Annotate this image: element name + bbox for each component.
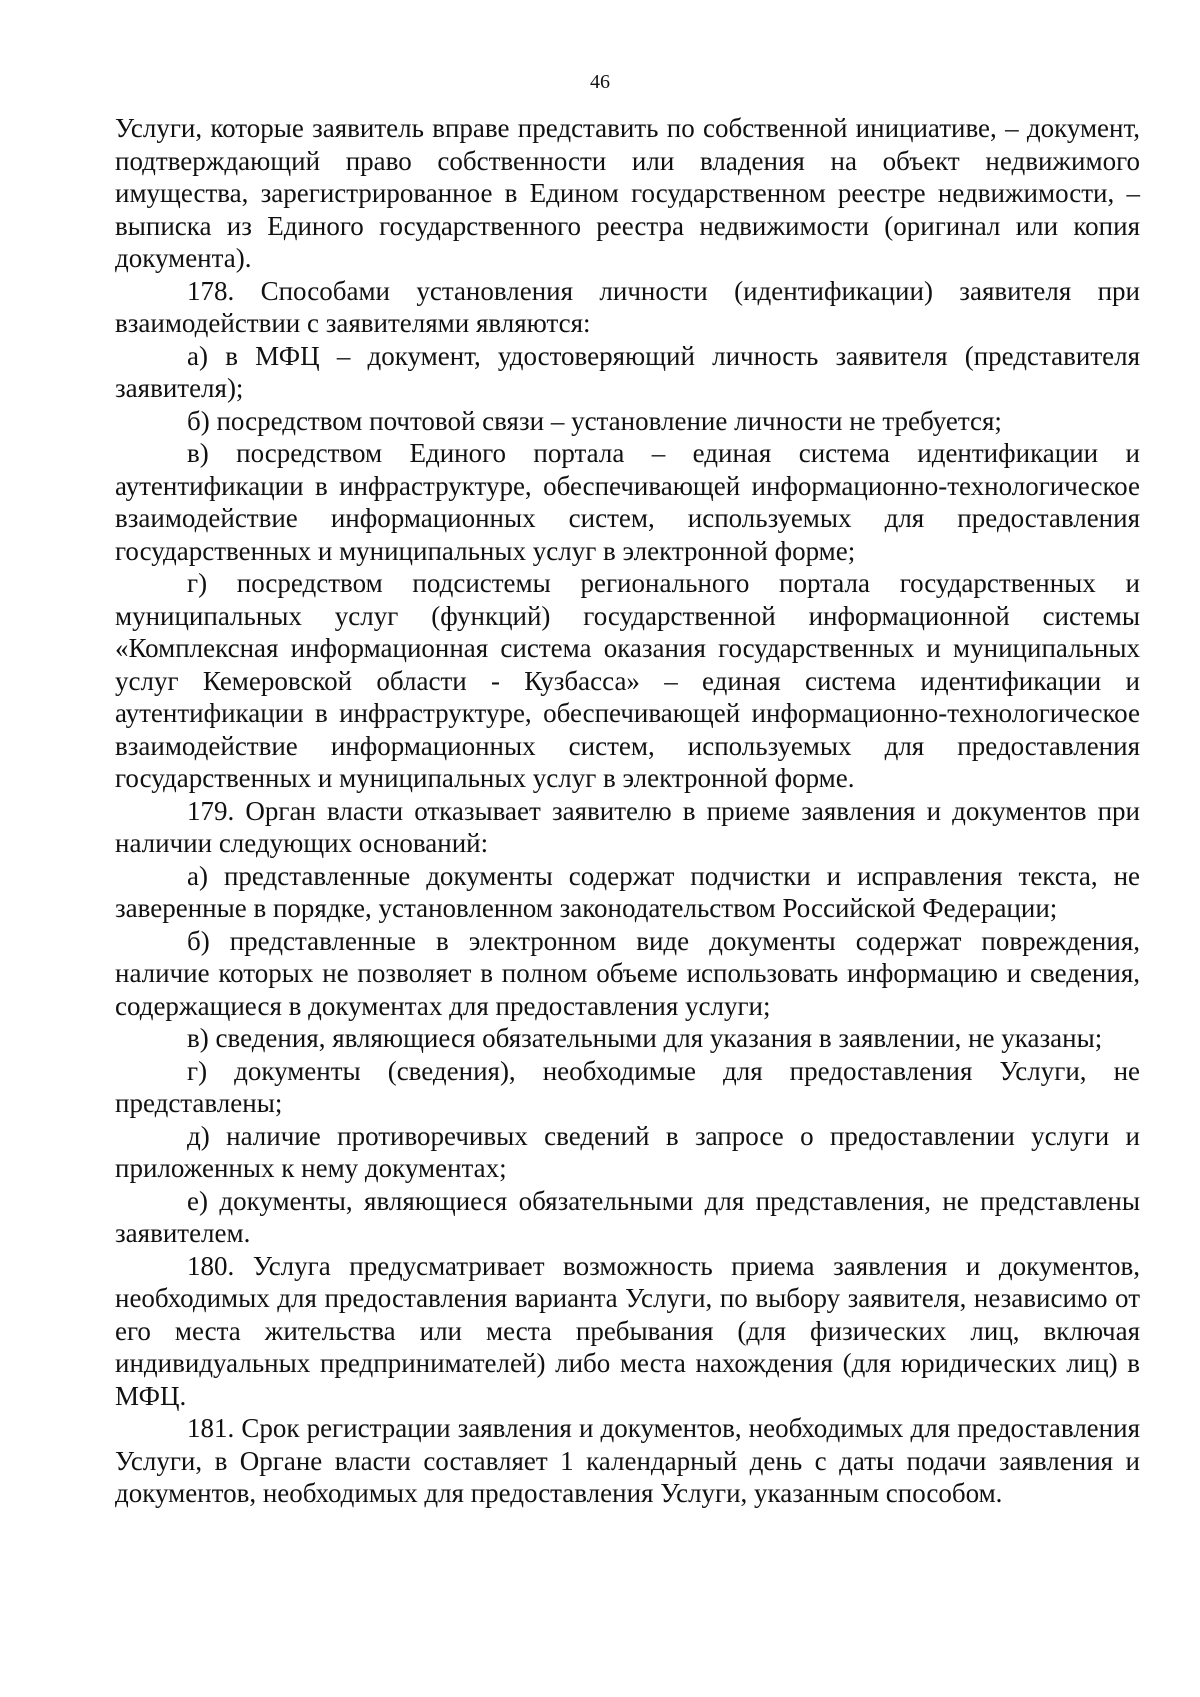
paragraph: в) посредством Единого портала – единая система идентификации и аутентификации в инфраструктуре, обеспечивающей информационно-технологическое взаимодействие информационных систем, используемых для предоставления государственных и муниципальных услуг в электронной форме; — [115, 438, 1140, 566]
paragraph: а) представленные документы содержат подчистки и исправления текста, не заверенные в порядке, установленном законодательством Российской Федерации; — [115, 860, 1140, 923]
paragraph: б) посредством почтовой связи – установление личности не требуется; — [187, 405, 1002, 436]
paragraph: е) документы, являющиеся обязательными для представления, не представлены заявителем. — [115, 1185, 1140, 1248]
paragraph: в) сведения, являющиеся обязательными для указания в заявлении, не указаны; — [187, 1023, 1103, 1053]
paragraph: 180. Услуга предусматривает возможность приема заявления и документов, необходимых для предоставления варианта Услуги, по выбору заявителя, независимо от его места жительства или места пребывания (для физических лиц, включая индивидуальных предпринимателей) либо места нахождения (для юридических лиц) в МФЦ. — [115, 1250, 1140, 1411]
paragraph: а) в МФЦ – документ, удостоверяющий личность заявителя (представителя заявителя); — [115, 340, 1140, 403]
paragraph: 178. Способами установления личности (идентификации) заявителя при взаимодействии с заявителями являются: — [115, 275, 1140, 338]
paragraph: 181. Срок регистрации заявления и документов, необходимых для предоставления Услуги, в Органе власти составляет 1 календарный день с даты подачи заявления и документов, необходимых для предоставления Услуги, указанным способом. — [115, 1413, 1140, 1508]
paragraph: д) наличие противоречивых сведений в запросе о предоставлении услуги и приложенных к нему документах; — [115, 1120, 1140, 1183]
paragraph: б) представленные в электронном виде документы содержат повреждения, наличие которых не позволяет в полном объеме использовать информацию и сведения, содержащиеся в документах для предоставления услуги; — [115, 925, 1140, 1021]
paragraph: г) посредством подсистемы регионального портала государственных и муниципальных услуг (функций) государственной информационной системы «Комплексная информационная система оказания государственных и муниципальных услуг Кемеровской области - Кузбасса» – единая система идентификации и аутентификации в инфраструктуре, обеспечивающей информационно-технологическое взаимодействие информационных систем, используемых для предоставления государственных и муниципальных услуг в электронной форме. — [115, 568, 1140, 793]
paragraph: Услуги, которые заявитель вправе представить по собственной инициативе, – документ, подтверждающий право собственности или владения на объект недвижимого имущества, зарегистрированное в Едином государственном реестре недвижимости, – выписка из Единого государственного реестра недвижимости (оригинал или копия документа). — [115, 113, 1140, 273]
page-number: 46 — [590, 71, 610, 93]
document-body — [115, 112, 1140, 1510]
paragraph: г) документы (сведения), необходимые для предоставления Услуги, не представлены; — [115, 1055, 1140, 1118]
paragraph: 179. Орган власти отказывает заявителю в приеме заявления и документов при наличии следующих оснований: — [115, 795, 1140, 858]
